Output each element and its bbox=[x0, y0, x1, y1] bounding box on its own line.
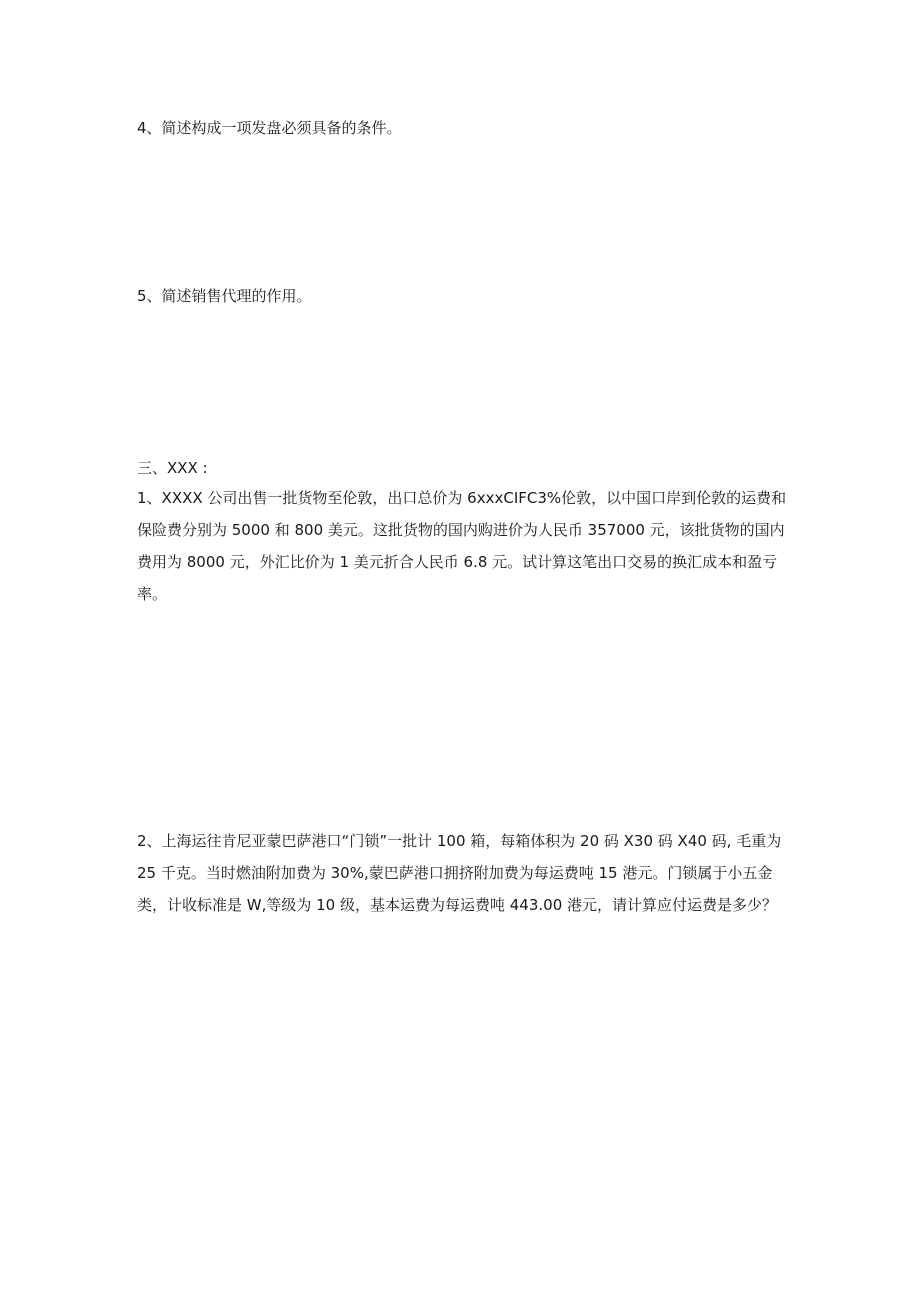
calc-2-line-1: 2、上海运往肯尼亚蒙巴萨港口“门锁”一批计 100 箱，每箱体积为 20 码 X30 码 X40 码, 毛重为 bbox=[137, 832, 782, 850]
calc-1-line-4: 率。 bbox=[137, 585, 168, 603]
calc-2-line-3: 类，计收标准是 W,等级为 10 级，基本运费为每运费吨 443.00 港元，请计算应付运费是多少？ bbox=[137, 896, 778, 914]
calc-1-line-3: 费用为 8000 元，外汇比价为 1 美元折合人民币 6.8 元。试计算这笔出口交易的换汇成本和盈亏 bbox=[137, 553, 778, 571]
calculation-question-2 bbox=[137, 825, 787, 921]
section-3-heading bbox=[137, 452, 787, 484]
question-4 bbox=[137, 112, 787, 144]
question-5 bbox=[137, 280, 787, 312]
question-5-text: 5、简述销售代理的作用。 bbox=[137, 287, 312, 305]
calc-1-line-2: 保险费分别为 5000 和 800 美元。这批货物的国内购进价为人民币 357000 元，该批货物的国内 bbox=[137, 521, 785, 539]
calc-2-line-2: 25 千克。当时燃油附加费为 30%,蒙巴萨港口拥挤附加费为每运费吨 15 港元。门锁属于小五金 bbox=[137, 864, 773, 882]
section-3-heading-text: 三、XXX : bbox=[137, 459, 208, 477]
calculation-question-1 bbox=[137, 482, 787, 610]
question-4-text: 4、简述构成一项发盘必须具备的条件。 bbox=[137, 119, 402, 137]
calc-1-line-1: 1、XXXX 公司出售一批货物至伦敦，出口总价为 6xxxCIFC3%伦敦，以中国口岸到伦敦的运费和 bbox=[137, 489, 787, 507]
